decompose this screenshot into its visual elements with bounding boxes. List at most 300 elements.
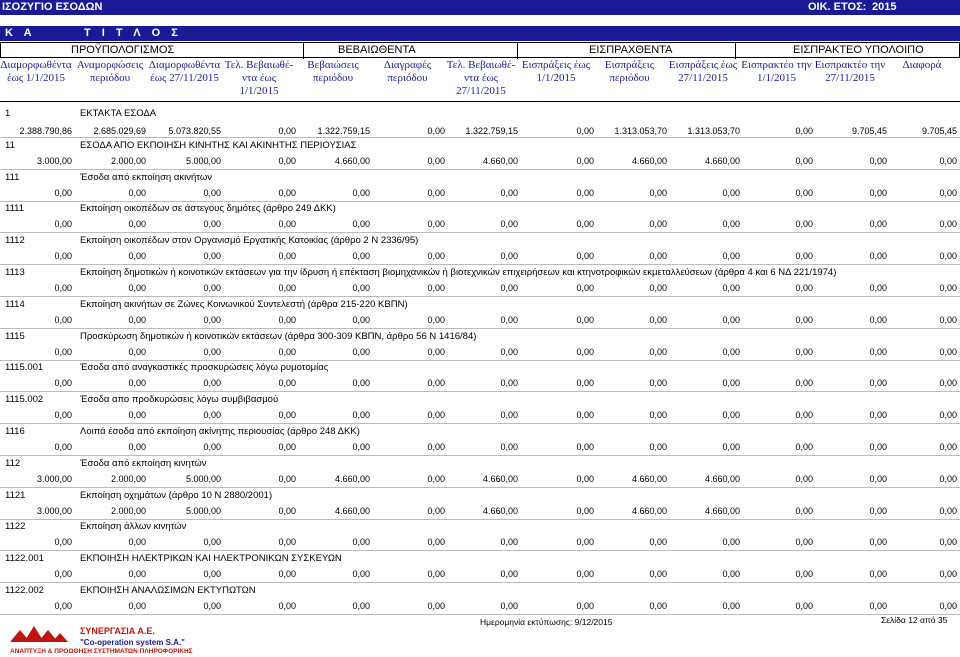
column-header-line: έως 1/1/2015 — [6, 72, 66, 84]
row-code: 1112 — [5, 235, 25, 247]
row-value: 0,00 — [352, 601, 370, 611]
row-divider — [0, 232, 960, 233]
row-value: 0,00 — [278, 442, 296, 452]
row-value: 0,00 — [427, 410, 445, 421]
group-certified: ΒΕΒΑΙΩΘΕΝΤΑ — [338, 44, 416, 56]
row-value: 4.660,00 — [334, 505, 370, 516]
column-header-line: περιόδου — [89, 72, 131, 84]
row-value: 0,00 — [722, 283, 740, 293]
row-value: 0,00 — [278, 505, 296, 516]
row-divider — [0, 519, 960, 520]
row-value: 0,00 — [278, 473, 296, 484]
row-value: 0,00 — [649, 378, 667, 389]
column-header-line: Εισπράξεις — [604, 59, 655, 71]
column-header-line: 1/1/2015 — [536, 72, 576, 84]
row-code: 1122 — [5, 521, 26, 533]
row-value: 0,00 — [939, 187, 957, 198]
row-value: 0,00 — [722, 219, 740, 230]
row-value: 0,00 — [939, 314, 957, 325]
row-value: 0,00 — [576, 442, 594, 452]
row-code: 1116 — [5, 426, 25, 437]
company-subtitle: "Co-operation system S.A." — [80, 638, 185, 647]
row-value: 0,00 — [203, 314, 221, 325]
row-value: 0,00 — [352, 187, 370, 198]
row-value: 5.073.820,55 — [168, 126, 221, 136]
row-value: 0,00 — [128, 569, 146, 580]
row-divider — [0, 296, 960, 297]
row-title: Εκποίηση οικοπέδων στον Οργανισμό Εργατικής Κατοικίας (άρθρο 2 Ν 2336/95) — [80, 235, 419, 247]
row-value: 0,00 — [869, 473, 887, 484]
column-header — [148, 59, 221, 101]
row-value: 0,00 — [939, 283, 957, 293]
column-header-line: Εισπρακτέο την — [814, 59, 886, 71]
row-code: 1115.002 — [5, 394, 44, 406]
row-code: 1 — [5, 108, 11, 119]
row-value: 0,00 — [54, 378, 72, 389]
column-header-line: 27/11/2015 — [825, 72, 875, 84]
row-value: 0,00 — [427, 283, 445, 293]
group-receivable: ΕΙΣΠΡΑΚΤΕΟ ΥΠΟΛΟΙΠΟ — [793, 44, 924, 56]
row-value: 2.685.029,69 — [93, 126, 146, 136]
row-value: 0,00 — [939, 251, 957, 262]
row-value: 0,00 — [869, 219, 887, 230]
row-value: 0,00 — [427, 155, 445, 166]
row-value: 0,00 — [576, 601, 594, 611]
column-header-line: 1/1/2015 — [756, 72, 797, 84]
row-value: 0,00 — [128, 537, 146, 548]
fiscal-year: 2015 — [872, 1, 897, 13]
row-value: 0,00 — [500, 251, 518, 262]
row-divider — [0, 137, 960, 138]
row-value: 5.000,00 — [185, 505, 221, 516]
row-value: 4.660,00 — [631, 155, 667, 166]
row-value: 0,00 — [427, 569, 445, 580]
row-value: 3.000,00 — [36, 505, 72, 516]
row-value: 4.660,00 — [704, 473, 740, 484]
row-value: 0,00 — [128, 378, 146, 389]
row-value: 0,00 — [722, 537, 740, 548]
row-value: 0,00 — [795, 283, 813, 293]
row-title: ΕΚΠΟΙΗΣΗ ΗΛΕΚΤΡΙΚΩΝ ΚΑΙ ΗΛΕΚΤΡΟΝΙΚΩΝ ΣΥΣΚΕΥΩΝ — [80, 553, 342, 565]
row-value: 0,00 — [869, 378, 887, 389]
column-header-line: Εισπρακτέο την — [741, 59, 812, 71]
row-value: 0,00 — [649, 442, 667, 452]
column-header — [222, 59, 296, 101]
row-code: 1111 — [5, 203, 25, 215]
row-value: 0,00 — [722, 346, 740, 357]
row-value: 0,00 — [427, 601, 445, 611]
row-divider — [0, 487, 960, 488]
row-value: 0,00 — [576, 187, 594, 198]
row-divider — [0, 550, 960, 551]
row-code: 1122.001 — [5, 553, 44, 565]
row-value: 0,00 — [427, 537, 445, 548]
row-value: 2.000,00 — [110, 473, 146, 484]
row-value: 0,00 — [128, 187, 146, 198]
row-value: 0,00 — [649, 219, 667, 230]
row-value: 0,00 — [427, 473, 445, 484]
column-groups — [0, 42, 960, 58]
row-value: 0,00 — [939, 473, 957, 484]
report-title: ΙΣΟΖΥΓΙΟ ΕΣΟΔΩΝ — [2, 1, 103, 13]
row-value: 0,00 — [869, 314, 887, 325]
row-value: 0,00 — [576, 410, 594, 421]
row-value: 0,00 — [427, 505, 445, 516]
row-divider — [0, 328, 960, 329]
row-divider — [0, 455, 960, 456]
row-value: 0,00 — [576, 283, 594, 293]
row-value: 4.660,00 — [631, 505, 667, 516]
row-value: 0,00 — [795, 126, 813, 136]
row-value: 0,00 — [576, 505, 594, 516]
row-value: 0,00 — [54, 283, 72, 293]
row-value: 0,00 — [869, 601, 887, 611]
row-value: 0,00 — [500, 378, 518, 389]
row-value: 0,00 — [500, 314, 518, 325]
row-value: 0,00 — [128, 251, 146, 262]
row-value: 0,00 — [795, 346, 813, 357]
row-value: 0,00 — [869, 155, 887, 166]
row-value: 0,00 — [869, 442, 887, 452]
row-value: 0,00 — [427, 126, 445, 136]
row-value: 0,00 — [939, 442, 957, 452]
row-value: 0,00 — [54, 442, 72, 452]
group-budget: ΠΡΟΫΠΟΛΟΓΙΣΜΟΣ — [71, 44, 175, 56]
row-title: Εκποίηση άλλων κινητών — [80, 521, 187, 533]
column-header — [370, 59, 445, 101]
row-value: 9.705,45 — [921, 126, 957, 136]
row-code: 111 — [5, 171, 20, 183]
row-value: 0,00 — [576, 346, 594, 357]
column-header-line: 27/11/2015 — [456, 85, 506, 97]
row-value: 0,00 — [649, 283, 667, 293]
row-value: 0,00 — [128, 219, 146, 230]
column-header-line: Διαμορφωθέντα — [148, 59, 221, 71]
row-value: 0,00 — [576, 569, 594, 580]
row-value: 0,00 — [128, 283, 146, 293]
row-divider — [0, 201, 960, 202]
row-value: 0,00 — [427, 346, 445, 357]
fiscal-year-label: ΟΙΚ. ΕΤΟΣ: — [808, 1, 867, 13]
column-header-line: Βεβαιώσεις — [307, 59, 359, 71]
row-divider — [0, 169, 960, 170]
row-value: 0,00 — [939, 219, 957, 230]
row-value: 0,00 — [128, 410, 146, 421]
row-value: 0,00 — [427, 219, 445, 230]
row-value: 0,00 — [649, 569, 667, 580]
row-title: Εκποίηση οχημάτων (άρθρο 10 Ν 2880/2001) — [80, 489, 273, 501]
column-caption-bar — [0, 26, 960, 41]
row-value: 0,00 — [649, 187, 667, 198]
column-header-line: Τελ. Βεβαιωθέ- — [446, 59, 516, 71]
row-value: 0,00 — [278, 537, 296, 548]
column-header-line: ντα έως — [241, 72, 277, 84]
row-value: 0,00 — [278, 283, 296, 293]
row-value: 0,00 — [869, 187, 887, 198]
row-value: 0,00 — [576, 251, 594, 262]
row-code: 1122.002 — [5, 585, 44, 596]
row-value: 0,00 — [795, 251, 813, 262]
row-value: 1.322.759,15 — [317, 126, 370, 136]
row-value: 4.660,00 — [704, 155, 740, 166]
row-value: 0,00 — [795, 410, 813, 421]
column-header — [296, 59, 370, 101]
row-value: 0,00 — [649, 601, 667, 611]
row-value: 3.000,00 — [36, 473, 72, 484]
row-value: 0,00 — [939, 410, 957, 421]
row-value: 0,00 — [203, 187, 221, 198]
row-value: 0,00 — [795, 537, 813, 548]
row-value: 0,00 — [128, 314, 146, 325]
row-code: 1113 — [5, 267, 25, 278]
row-code: 112 — [5, 457, 21, 469]
row-title: Έσοδα από εκποίηση ακινήτων — [80, 171, 213, 183]
row-value: 4.660,00 — [482, 155, 518, 166]
column-header-line: Διαγραφές — [383, 59, 432, 71]
row-title: ΕΚΤΑΚΤΑ ΕΣΟΔΑ — [80, 108, 157, 119]
row-value: 0,00 — [576, 537, 594, 548]
row-title: Έσοδα από αναγκαστικές προσκυρώσεις λόγω ρυμοτομίας — [80, 362, 329, 374]
row-value: 0,00 — [54, 569, 72, 580]
row-value: 0,00 — [352, 410, 370, 421]
row-value: 2.000,00 — [110, 155, 146, 166]
row-value: 0,00 — [128, 346, 146, 357]
row-value: 0,00 — [576, 314, 594, 325]
row-value: 0,00 — [427, 251, 445, 262]
row-title: Εκποίηση δημοτικών ή κοινοτικών εκτάσεων για την ίδρυση ή επέκταση βιομηχανικών ή βιοτεχνικών επιχειρήσεων και κτηνοτροφικών εκμεταλλεύσεων (άρθρα 4 και 6 ΝΔ 221/1974) — [80, 267, 837, 278]
row-value: 0,00 — [128, 442, 146, 452]
row-value: 0,00 — [869, 251, 887, 262]
row-value: 0,00 — [576, 473, 594, 484]
row-value: 0,00 — [722, 378, 740, 389]
row-value: 0,00 — [278, 126, 296, 136]
row-divider — [0, 360, 960, 361]
row-divider — [0, 582, 960, 583]
row-value: 0,00 — [576, 219, 594, 230]
page-number: Σελίδα 12 από 35 — [881, 615, 948, 625]
column-header-line: Αναμορφώσεις — [76, 59, 144, 71]
row-title: Εκποίηση ακινήτων σε Ζώνες Κοινωνικού Συντελεστή (άρθρα 215-220 ΚΒΠΝ) — [80, 298, 408, 310]
column-header — [592, 59, 667, 101]
row-value: 5.000,00 — [185, 155, 221, 166]
row-value: 0,00 — [722, 410, 740, 421]
row-value: 0,00 — [278, 410, 296, 421]
company-name: ΣΥΝΕΡΓΑΣΙΑ Α.Ε. — [80, 626, 155, 636]
column-header — [444, 59, 518, 101]
row-value: 0,00 — [427, 187, 445, 198]
column-header — [74, 59, 146, 101]
row-value: 4.660,00 — [631, 473, 667, 484]
row-divider — [0, 423, 960, 424]
column-header — [0, 59, 72, 101]
row-value: 0,00 — [576, 378, 594, 389]
row-value: 0,00 — [352, 346, 370, 357]
code-caption: Κ Α — [5, 27, 36, 39]
row-value: 0,00 — [54, 410, 72, 421]
row-value: 0,00 — [278, 314, 296, 325]
row-value: 0,00 — [795, 187, 813, 198]
row-value: 0,00 — [500, 569, 518, 580]
row-value: 0,00 — [869, 346, 887, 357]
row-value: 0,00 — [54, 346, 72, 357]
row-value: 4.660,00 — [334, 473, 370, 484]
row-value: 0,00 — [278, 569, 296, 580]
row-value: 0,00 — [939, 378, 957, 389]
row-value: 0,00 — [722, 601, 740, 611]
report-title-bar — [0, 0, 960, 15]
row-value: 0,00 — [869, 505, 887, 516]
row-value: 0,00 — [795, 314, 813, 325]
row-value: 0,00 — [500, 442, 518, 452]
row-value: 0,00 — [54, 601, 72, 611]
row-value: 0,00 — [649, 346, 667, 357]
row-value: 0,00 — [278, 219, 296, 230]
row-title: Λοιπά έσοδα από εκποίηση ακίνητης περιουσίας (άρθρο 248 ΔΚΚ) — [80, 426, 360, 437]
row-value: 0,00 — [203, 251, 221, 262]
column-header-line: Διαμορφωθέντα — [0, 59, 72, 71]
row-title: Έσοδα απο προδκυρώσεις λόγω συμβιβασμού — [80, 394, 279, 406]
row-value: 4.660,00 — [704, 505, 740, 516]
row-value: 0,00 — [278, 346, 296, 357]
row-value: 5.000,00 — [185, 473, 221, 484]
row-value: 0,00 — [278, 601, 296, 611]
row-value: 0,00 — [869, 410, 887, 421]
column-header — [887, 59, 957, 101]
row-value: 4.660,00 — [482, 505, 518, 516]
row-code: 11 — [5, 139, 15, 151]
row-value: 0,00 — [649, 537, 667, 548]
row-value: 0,00 — [795, 219, 813, 230]
row-value: 0,00 — [427, 442, 445, 452]
row-value: 1.322.759,15 — [465, 126, 518, 136]
row-value: 0,00 — [500, 601, 518, 611]
row-value: 0,00 — [649, 410, 667, 421]
row-divider — [0, 264, 960, 265]
row-value: 0,00 — [278, 251, 296, 262]
row-value: 0,00 — [352, 569, 370, 580]
row-divider — [0, 614, 960, 615]
column-header — [518, 59, 594, 101]
row-value: 0,00 — [352, 442, 370, 452]
row-value: 4.660,00 — [334, 155, 370, 166]
row-value: 0,00 — [352, 219, 370, 230]
row-value: 0,00 — [869, 537, 887, 548]
row-value: 0,00 — [352, 537, 370, 548]
row-value: 0,00 — [939, 346, 957, 357]
column-header-line: Εισπράξεις έως — [521, 59, 591, 71]
row-value: 0,00 — [352, 378, 370, 389]
title-caption: Τ Ι Τ Λ Ο Σ — [84, 27, 182, 39]
row-value: 0,00 — [427, 314, 445, 325]
row-value: 0,00 — [203, 378, 221, 389]
row-value: 0,00 — [203, 569, 221, 580]
row-value: 0,00 — [54, 314, 72, 325]
row-value: 0,00 — [939, 155, 957, 166]
row-value: 0,00 — [500, 219, 518, 230]
company-tagline: ΑΝΑΠΤΥΞΗ & ΠΡΟΩΘΗΣΗ ΣΥΣΤΗΜΑΤΩΝ ΠΛΗΡΟΦΟΡΙΚΗΣ — [10, 648, 193, 655]
row-value: 0,00 — [203, 219, 221, 230]
column-header-line: Εισπράξεις έως — [668, 59, 738, 71]
row-title: ΕΚΠΟΙΗΣΗ ΑΝΑΛΩΣΙΜΩΝ ΕΚΤΥΠΩΤΩΝ — [80, 585, 256, 596]
row-value: 0,00 — [939, 537, 957, 548]
row-value: 0,00 — [427, 378, 445, 389]
row-code: 1114 — [5, 298, 25, 310]
row-value: 1.313.053,70 — [614, 126, 667, 136]
row-value: 0,00 — [795, 505, 813, 516]
row-value: 0,00 — [576, 126, 594, 136]
row-value: 0,00 — [500, 537, 518, 548]
row-value: 0,00 — [278, 155, 296, 166]
row-value: 0,00 — [203, 537, 221, 548]
row-code: 1115 — [5, 330, 25, 342]
row-value: 0,00 — [278, 378, 296, 389]
row-value: 3.000,00 — [36, 155, 72, 166]
column-header — [740, 59, 813, 101]
row-title: Εκποίηση οικοπέδων σε άστεγους δημότες (άρθρο 249 ΔΚΚ) — [80, 203, 336, 215]
row-value: 0,00 — [649, 314, 667, 325]
column-header — [666, 59, 740, 101]
row-value: 0,00 — [500, 410, 518, 421]
row-value: 0,00 — [54, 187, 72, 198]
column-header-line: περιόδου — [387, 72, 428, 84]
row-value: 0,00 — [722, 442, 740, 452]
row-value: 0,00 — [500, 187, 518, 198]
row-value: 4.660,00 — [482, 473, 518, 484]
column-header-line: 27/11/2015 — [678, 72, 728, 84]
row-value: 0,00 — [795, 473, 813, 484]
print-date: Ημερομηνία εκτύπωσης: 9/12/2015 — [480, 617, 613, 627]
row-value: 0,00 — [203, 283, 221, 293]
group-collected: ΕΙΣΠΡΑΧΘΕΝΤΑ — [589, 44, 673, 56]
row-value: 0,00 — [939, 505, 957, 516]
row-code: 1121 — [5, 489, 26, 501]
row-value: 0,00 — [795, 601, 813, 611]
column-header-line: 1/1/2015 — [239, 85, 279, 97]
row-value: 0,00 — [722, 251, 740, 262]
row-value: 9.705,45 — [851, 126, 887, 136]
column-header-line: ντα έως — [463, 72, 499, 84]
row-value: 0,00 — [54, 537, 72, 548]
row-value: 0,00 — [795, 442, 813, 452]
row-value: 0,00 — [722, 314, 740, 325]
row-value: 2.000,00 — [110, 505, 146, 516]
column-header-line: Τελ. Βεβαιωθέ- — [224, 59, 294, 71]
row-value: 0,00 — [795, 569, 813, 580]
row-value: 0,00 — [352, 283, 370, 293]
row-value: 2.388.790,86 — [19, 126, 72, 136]
row-value: 0,00 — [722, 187, 740, 198]
column-header-line: περιόδου — [609, 72, 650, 84]
row-divider — [0, 391, 960, 392]
column-header-line: περιόδου — [312, 72, 354, 84]
row-value: 0,00 — [500, 283, 518, 293]
row-value: 0,00 — [869, 283, 887, 293]
row-value: 0,00 — [576, 155, 594, 166]
row-value: 0,00 — [203, 601, 221, 611]
column-header — [813, 59, 887, 101]
row-value: 1.313.053,70 — [687, 126, 740, 136]
row-value: 0,00 — [54, 219, 72, 230]
row-value: 0,00 — [352, 314, 370, 325]
row-value: 0,00 — [54, 251, 72, 262]
row-value: 0,00 — [795, 155, 813, 166]
row-value: 0,00 — [203, 346, 221, 357]
row-value: 0,00 — [939, 569, 957, 580]
row-value: 0,00 — [203, 410, 221, 421]
row-value: 0,00 — [869, 569, 887, 580]
company-logo-icon — [10, 624, 70, 642]
row-value: 0,00 — [500, 346, 518, 357]
